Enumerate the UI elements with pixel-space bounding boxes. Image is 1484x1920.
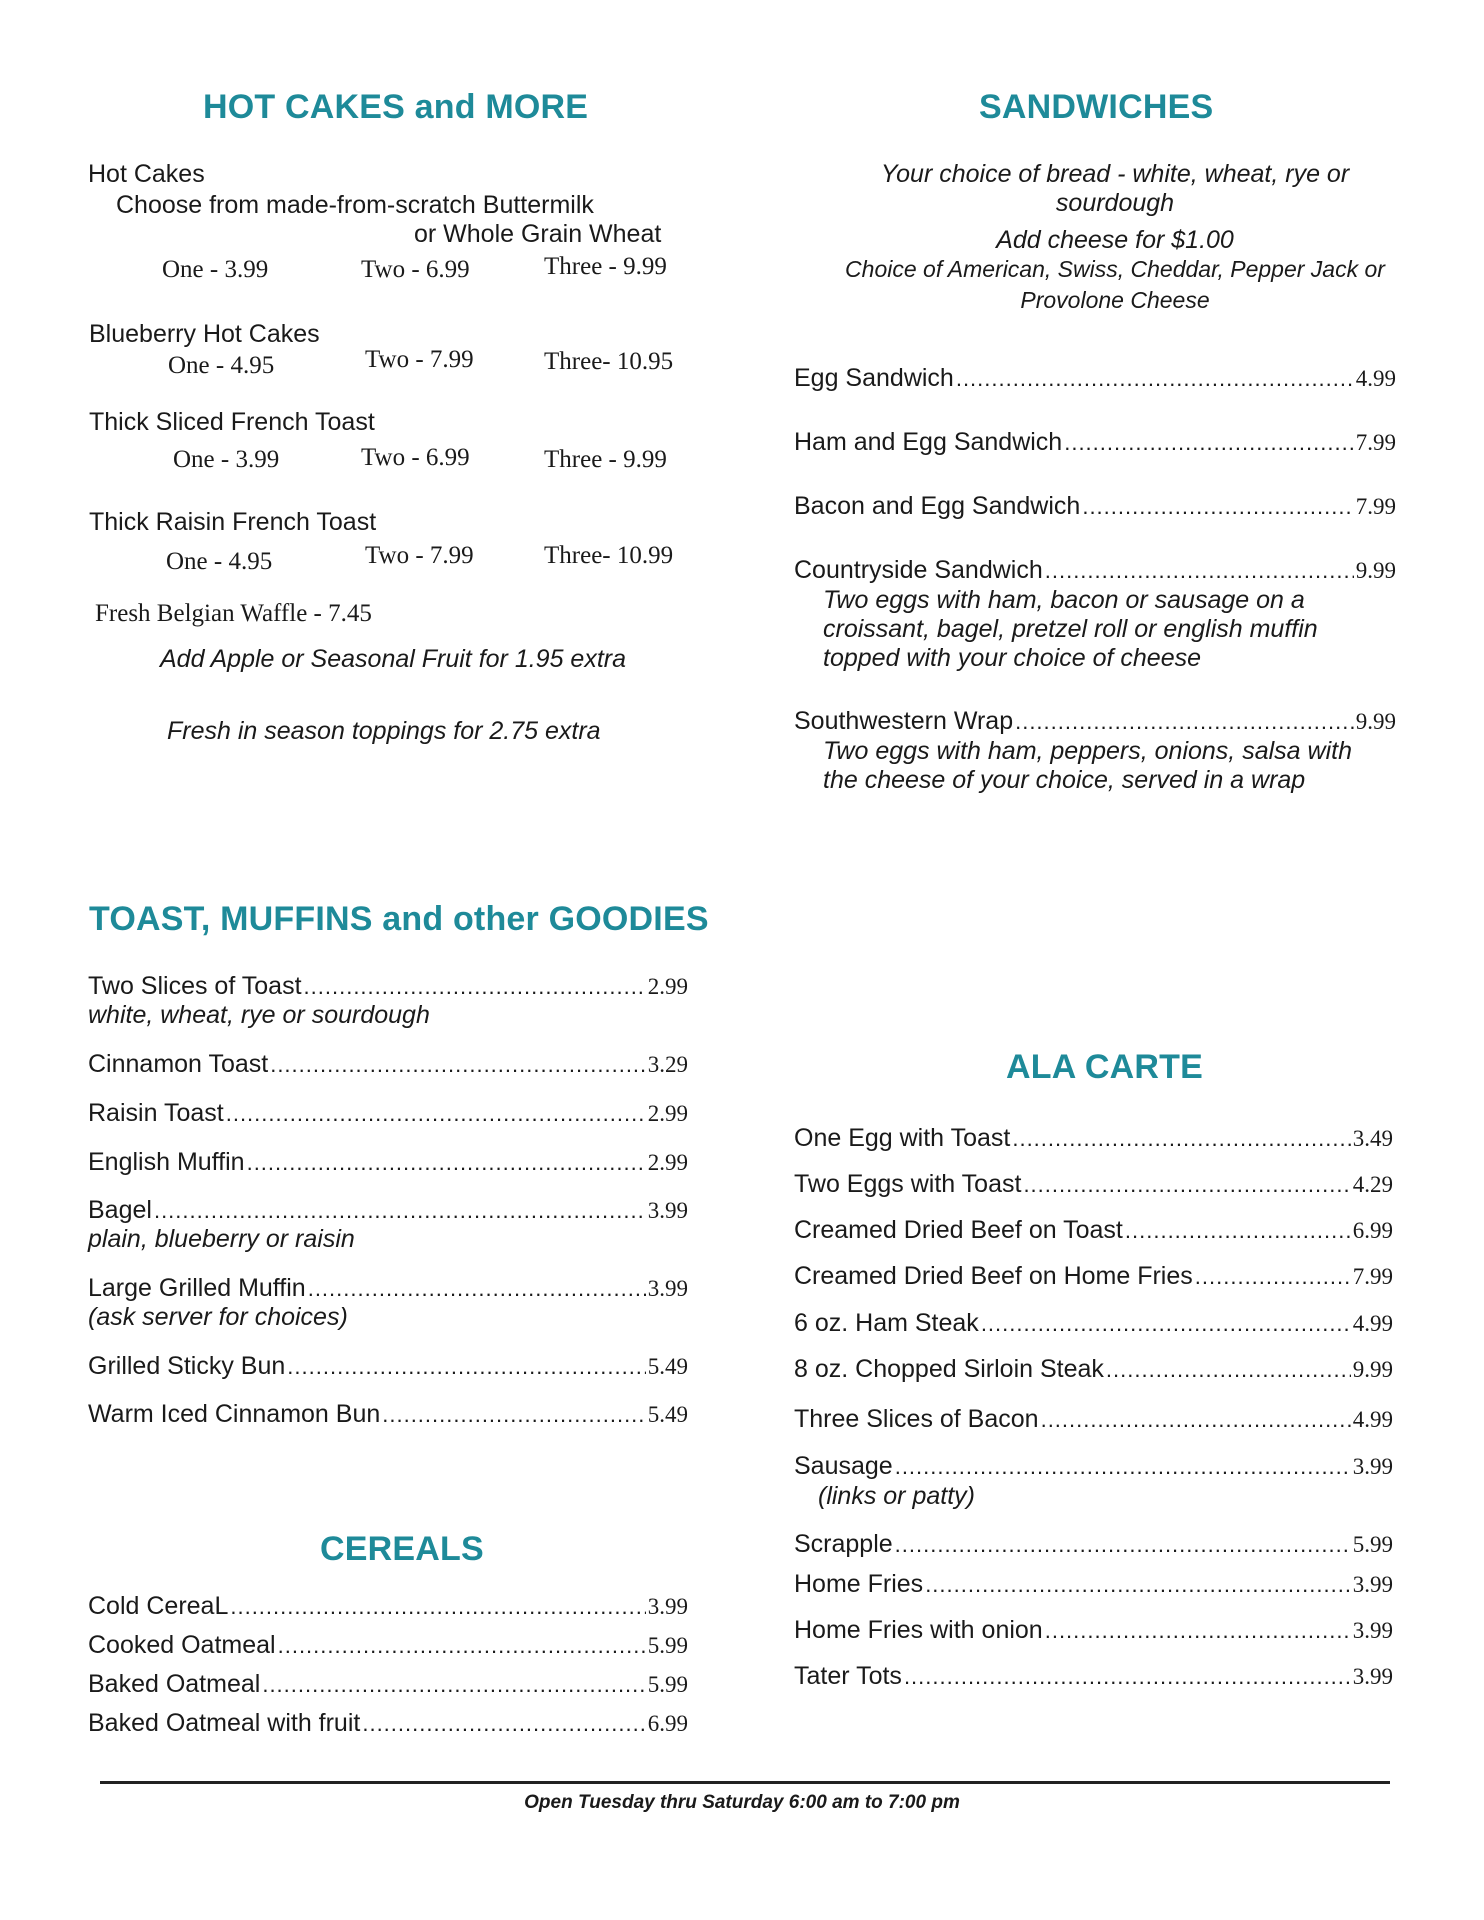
item-name: Three Slices of Bacon — [794, 1405, 1039, 1433]
item-price: 9.99 — [1352, 1357, 1393, 1382]
hot-cakes-desc-2: or Whole Grain Wheat — [414, 220, 662, 248]
item-name: 8 oz. Chopped Sirloin Steak — [794, 1355, 1104, 1383]
cereal-item — [88, 1592, 688, 1621]
sandwich-item — [794, 556, 1396, 585]
alacarte-item — [794, 1309, 1393, 1338]
bread-choice-line-1: Your choice of bread - white, wheat, rye or — [880, 160, 1350, 188]
item-price: 3.99 — [647, 1276, 688, 1301]
bread-choice-line-2: sourdough — [1055, 189, 1175, 217]
apple-note: Add Apple or Seasonal Fruit for 1.95 extra — [160, 645, 627, 673]
item-name: Bagel — [88, 1196, 152, 1224]
opening-hours: Open Tuesday thru Saturday 6:00 am to 7:00 pm — [524, 1792, 960, 1813]
sandwich-item — [794, 707, 1396, 736]
item-name: Ham and Egg Sandwich — [794, 428, 1063, 456]
item-name: Bacon and Egg Sandwich — [794, 492, 1081, 520]
french-toast-label: Thick Sliced French Toast — [89, 408, 375, 436]
toast-item — [88, 1400, 688, 1429]
toast-item — [88, 1274, 688, 1303]
blueberry-two: Two - 7.99 — [365, 346, 474, 373]
item-price: 5.49 — [647, 1354, 688, 1379]
item-price: 7.99 — [1355, 494, 1396, 519]
item-description: Two eggs with ham, bacon or sausage on a — [823, 586, 1305, 614]
raisin-french-three: Three- 10.99 — [544, 542, 674, 569]
blueberry-one: One - 4.95 — [168, 352, 275, 379]
item-price: 2.99 — [647, 1101, 688, 1126]
item-price: 5.99 — [647, 1672, 688, 1697]
item-name: Cold CereaL — [88, 1592, 229, 1620]
item-price: 2.99 — [647, 1150, 688, 1175]
cereal-item — [88, 1670, 688, 1699]
french-toast-one: One - 3.99 — [173, 446, 280, 473]
item-name: Warm Iced Cinnamon Bun — [88, 1400, 381, 1428]
item-name: Two Slices of Toast — [88, 972, 302, 1000]
item-name: English Muffin — [88, 1148, 245, 1176]
alacarte-item — [794, 1662, 1393, 1691]
hotcakes-heading: HOT CAKES and MORE — [203, 88, 589, 126]
item-name: Large Grilled Muffin — [88, 1274, 306, 1302]
item-name: Creamed Dried Beef on Home Fries — [794, 1262, 1193, 1290]
sandwich-item — [794, 428, 1396, 457]
sandwich-item — [794, 492, 1396, 521]
alacarte-item — [794, 1530, 1393, 1559]
cheese-choice-line-1: Choice of American, Swiss, Cheddar, Pepper Jack or — [845, 256, 1385, 282]
item-description: Two eggs with ham, peppers, onions, salsa with — [823, 737, 1352, 765]
item-name: Tater Tots — [794, 1662, 902, 1690]
alacarte-item — [794, 1570, 1393, 1599]
item-name: Cooked Oatmeal — [88, 1631, 276, 1659]
item-name: Home Fries — [794, 1570, 924, 1598]
item-description: croissant, bagel, pretzel roll or english muffin — [823, 615, 1318, 643]
item-name: Southwestern Wrap — [794, 707, 1014, 735]
blueberry-label: Blueberry Hot Cakes — [89, 320, 320, 348]
item-price: 4.99 — [1352, 1311, 1393, 1336]
item-price: 3.99 — [647, 1198, 688, 1223]
item-name: Egg Sandwich — [794, 364, 954, 392]
item-price: 3.99 — [1352, 1454, 1393, 1479]
cereals-heading: CEREALS — [320, 1530, 484, 1568]
item-description: the cheese of your choice, served in a wrap — [823, 766, 1306, 794]
raisin-french-two: Two - 7.99 — [365, 542, 474, 569]
item-name: Countryside Sandwich — [794, 556, 1043, 584]
item-name: Scrapple — [794, 1530, 893, 1558]
item-price: 4.99 — [1355, 366, 1396, 391]
item-name: Two Eggs with Toast — [794, 1170, 1022, 1198]
toast-item — [88, 1352, 688, 1381]
toast-item — [88, 1148, 688, 1177]
hot-cakes-two: Two - 6.99 — [361, 256, 470, 283]
item-description: plain, blueberry or raisin — [88, 1225, 355, 1253]
toast-heading: TOAST, MUFFINS and other GOODIES — [89, 900, 709, 938]
item-price: 7.99 — [1355, 430, 1396, 455]
item-price: 6.99 — [647, 1711, 688, 1736]
item-price: 3.49 — [1352, 1126, 1393, 1151]
alacarte-item — [794, 1616, 1393, 1645]
item-price: 6.99 — [1352, 1218, 1393, 1243]
item-price: 4.29 — [1352, 1172, 1393, 1197]
item-name: Creamed Dried Beef on Toast — [794, 1216, 1123, 1244]
item-name: Home Fries with onion — [794, 1616, 1043, 1644]
item-name: Baked Oatmeal — [88, 1670, 261, 1698]
toast-item — [88, 1050, 688, 1079]
footer-divider — [100, 1781, 1390, 1784]
hot-cakes-desc-1: Choose from made-from-scratch Buttermilk — [116, 191, 594, 219]
alacarte-item — [794, 1262, 1393, 1291]
cereal-item — [88, 1631, 688, 1660]
belgian-waffle: Fresh Belgian Waffle - 7.45 — [95, 600, 372, 627]
alacarte-item — [794, 1452, 1393, 1481]
cereal-item — [88, 1709, 688, 1738]
item-price: 3.99 — [647, 1594, 688, 1619]
hot-cakes-one: One - 3.99 — [162, 256, 269, 283]
item-price: 7.99 — [1352, 1264, 1393, 1289]
item-name: 6 oz. Ham Steak — [794, 1309, 979, 1337]
item-name: Sausage — [794, 1452, 893, 1480]
raisin-french-label: Thick Raisin French Toast — [89, 508, 377, 536]
hot-cakes-three: Three - 9.99 — [544, 253, 667, 280]
item-name: Baked Oatmeal with fruit — [88, 1709, 361, 1737]
alacarte-item — [794, 1124, 1393, 1153]
alacarte-item — [794, 1170, 1393, 1199]
item-name: One Egg with Toast — [794, 1124, 1011, 1152]
sandwich-item — [794, 364, 1396, 393]
alacarte-heading: ALA CARTE — [1006, 1048, 1203, 1086]
item-price: 5.99 — [1352, 1532, 1393, 1557]
item-price: 3.29 — [647, 1052, 688, 1077]
toast-item — [88, 1099, 688, 1128]
item-name: Cinnamon Toast — [88, 1050, 269, 1078]
french-toast-two: Two - 6.99 — [361, 444, 470, 471]
blueberry-three: Three- 10.95 — [544, 348, 674, 375]
item-description: topped with your choice of cheese — [823, 644, 1202, 672]
sandwiches-heading: SANDWICHES — [979, 88, 1214, 126]
item-price: 3.99 — [1352, 1664, 1393, 1689]
item-price: 3.99 — [1352, 1572, 1393, 1597]
item-description: (ask server for choices) — [88, 1303, 348, 1331]
item-name: Raisin Toast — [88, 1099, 224, 1127]
item-price: 4.99 — [1352, 1407, 1393, 1432]
item-price: 2.99 — [647, 974, 688, 999]
hot-cakes-label: Hot Cakes — [88, 160, 205, 188]
alacarte-item — [794, 1216, 1393, 1245]
french-toast-three: Three - 9.99 — [544, 446, 667, 473]
toppings-note: Fresh in season toppings for 2.75 extra — [167, 717, 601, 745]
toast-item — [88, 972, 688, 1001]
item-description: (links or patty) — [818, 1482, 975, 1510]
item-price: 5.49 — [647, 1402, 688, 1427]
item-price: 3.99 — [1352, 1618, 1393, 1643]
cheese-add: Add cheese for $1.00 — [996, 226, 1234, 254]
cheese-choice-line-2: Provolone Cheese — [1020, 287, 1210, 313]
item-price: 5.99 — [647, 1633, 688, 1658]
raisin-french-one: One - 4.95 — [166, 548, 273, 575]
alacarte-item — [794, 1355, 1393, 1384]
item-price: 9.99 — [1355, 709, 1396, 734]
alacarte-item — [794, 1405, 1393, 1434]
item-description: white, wheat, rye or sourdough — [88, 1001, 430, 1029]
item-price: 9.99 — [1355, 558, 1396, 583]
toast-item — [88, 1196, 688, 1225]
item-name: Grilled Sticky Bun — [88, 1352, 286, 1380]
